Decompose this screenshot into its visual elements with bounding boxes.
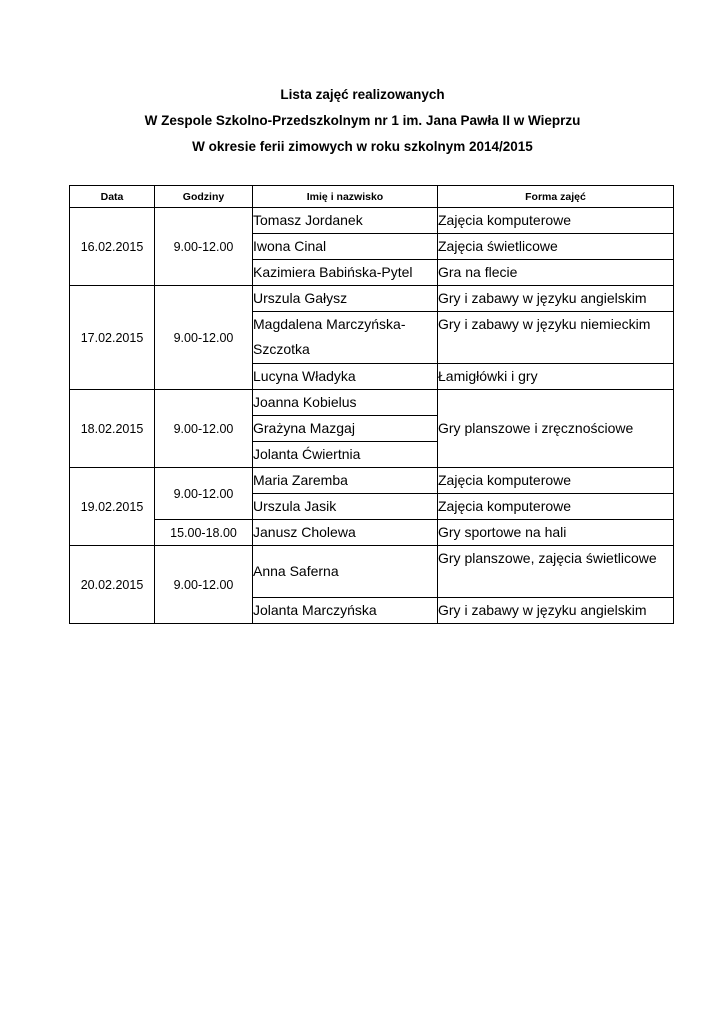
- form-cell: Zajęcia komputerowe: [438, 494, 674, 520]
- name-cell: Maria Zaremba: [253, 468, 438, 494]
- name-cell: Iwona Cinal: [253, 234, 438, 260]
- date-cell: 18.02.2015: [70, 390, 155, 468]
- form-cell: Zajęcia świetlicowe: [438, 234, 674, 260]
- form-cell: Zajęcia komputerowe: [438, 208, 674, 234]
- name-cell: Anna Saferna: [253, 546, 438, 598]
- table-row: [70, 546, 674, 598]
- form-cell: Łamigłówki i gry: [438, 364, 674, 390]
- name-cell: Janusz Cholewa: [253, 520, 438, 546]
- date-cell: 19.02.2015: [70, 468, 155, 546]
- form-cell: Gry i zabawy w języku angielskim: [438, 598, 674, 624]
- form-cell: Zajęcia komputerowe: [438, 468, 674, 494]
- column-header-form: Forma zajęć: [438, 186, 674, 208]
- form-cell: Gry i zabawy w języku angielskim: [438, 286, 674, 312]
- form-cell: Gra na flecie: [438, 260, 674, 286]
- form-cell: Gry i zabawy w języku niemieckim: [438, 312, 674, 364]
- form-cell: Gry planszowe, zajęcia świetlicowe: [438, 546, 674, 598]
- name-cell: Kazimiera Babińska-Pytel: [253, 260, 438, 286]
- hours-cell: 9.00-12.00: [155, 286, 253, 390]
- document-title-line-1: Lista zajęć realizowanych: [280, 87, 445, 102]
- hours-cell: 9.00-12.00: [155, 390, 253, 468]
- table-row: [70, 468, 674, 494]
- name-cell: Tomasz Jordanek: [253, 208, 438, 234]
- form-cell: Gry planszowe i zręcznościowe: [438, 390, 674, 468]
- name-cell: Grażyna Mazgaj: [253, 416, 438, 442]
- document-title-line-2: W Zespole Szkolno-Przedszkolnym nr 1 im. Jana Pawła II w Wieprzu: [144, 113, 581, 128]
- name-cell: Jolanta Ćwiertnia: [253, 442, 438, 468]
- form-cell: Gry sportowe na hali: [438, 520, 674, 546]
- name-cell: Lucyna Władyka: [253, 364, 438, 390]
- hours-cell: 15.00-18.00: [155, 520, 253, 546]
- name-cell: Joanna Kobielus: [253, 390, 438, 416]
- table-row: [70, 520, 674, 546]
- schedule-table: [69, 185, 674, 624]
- column-header-date: Data: [70, 186, 155, 208]
- table-row: [70, 208, 674, 234]
- hours-cell: 9.00-12.00: [155, 546, 253, 624]
- document-title-line-3: W okresie ferii zimowych w roku szkolnym 2014/2015: [192, 139, 533, 154]
- name-cell: Jolanta Marczyńska: [253, 598, 438, 624]
- name-cell: Magdalena Marczyńska-Szczotka: [253, 312, 438, 364]
- name-cell: Urszula Jasik: [253, 494, 438, 520]
- name-cell: Urszula Gałysz: [253, 286, 438, 312]
- table-row: [70, 286, 674, 312]
- date-cell: 17.02.2015: [70, 286, 155, 390]
- table-header-row: [70, 186, 674, 208]
- hours-cell: 9.00-12.00: [155, 468, 253, 520]
- column-header-hours: Godziny: [155, 186, 253, 208]
- date-cell: 20.02.2015: [70, 546, 155, 624]
- date-cell: 16.02.2015: [70, 208, 155, 286]
- column-header-name: Imię i nazwisko: [253, 186, 438, 208]
- hours-cell: 9.00-12.00: [155, 208, 253, 286]
- table-row: [70, 390, 674, 416]
